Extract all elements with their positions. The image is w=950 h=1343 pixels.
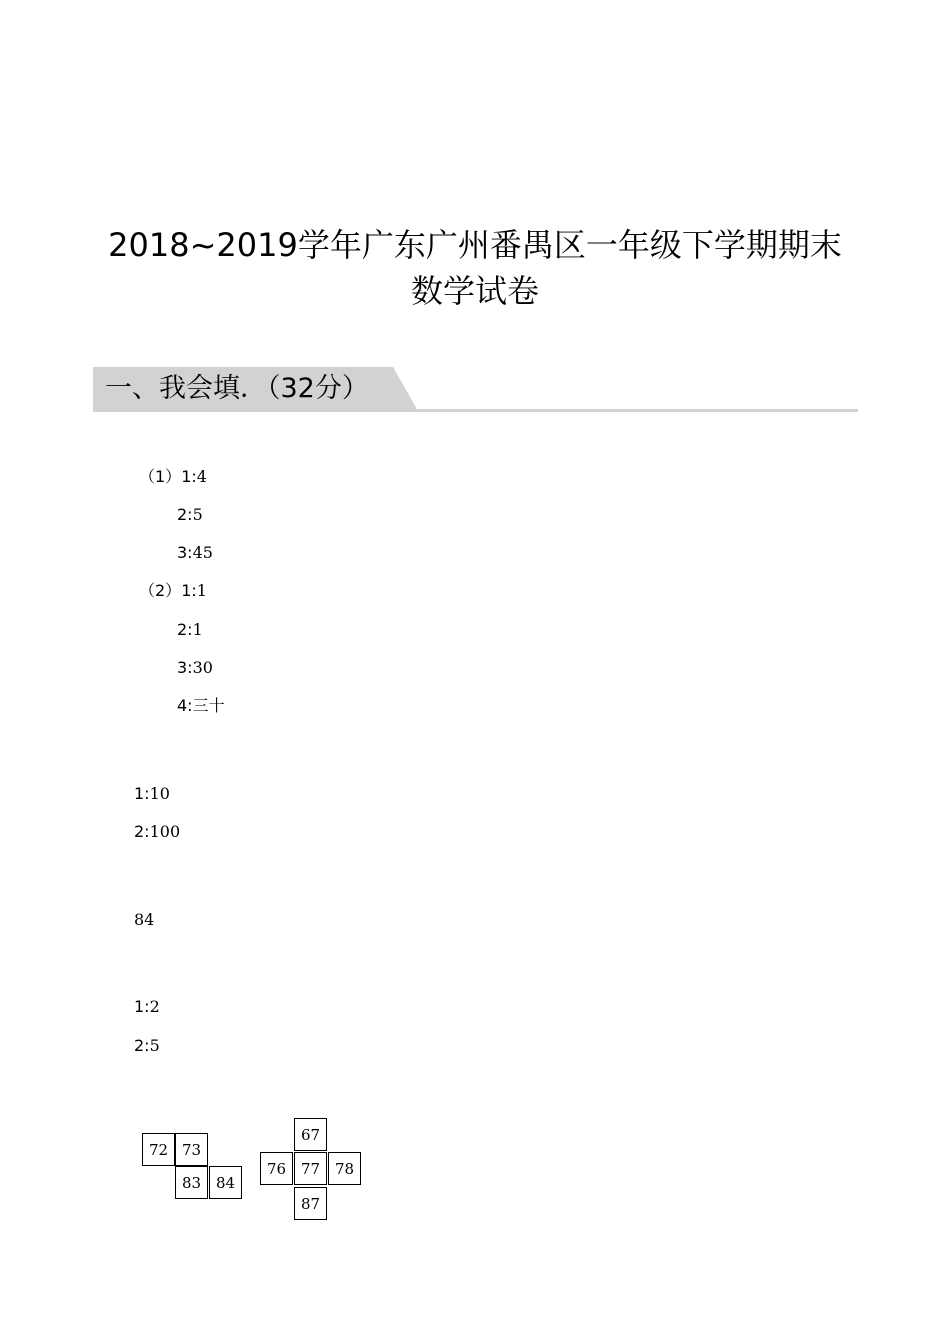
section-header-label: 一、我会填．（32分） [105,373,369,404]
grid-cell: 77 [294,1152,327,1185]
q1-item-label: 1: [181,467,197,486]
grid-cell: 87 [294,1187,327,1220]
q2-item-value: 1 [192,620,203,639]
grid-cell: 67 [294,1118,327,1151]
grid-cell: 78 [328,1152,361,1185]
q5-line-2 [134,1035,160,1057]
q2-item-label: 4: [177,696,193,715]
grid-cell: 72 [142,1133,175,1166]
q1-item-label: 3: [177,543,193,562]
q2-line-2 [177,619,203,641]
q1-item-value: 5 [192,505,203,524]
grid-cell: 76 [260,1152,293,1185]
section-header-underline [93,409,858,412]
page-title [60,222,890,314]
q3-line-1 [134,783,170,805]
q2-line-1 [139,580,207,602]
q3-item-value: 10 [149,784,170,803]
q2-prefix: （2） [139,581,182,600]
q3-item-label: 2: [134,822,150,841]
q1-prefix: （1） [139,467,182,486]
q5-item-label: 1: [134,997,150,1016]
section-header [93,367,858,413]
q2-item-value: 30 [192,658,213,677]
q5-line-1 [134,996,160,1018]
q2-item-label: 2: [177,620,193,639]
q3-item-label: 1: [134,784,150,803]
q5-item-value: 2 [149,997,160,1016]
q4-value: 84 [134,910,155,929]
q1-item-value: 45 [192,543,213,562]
q3-item-value: 100 [149,822,181,841]
q1-line-2 [177,504,203,526]
q2-item-value: 三十 [192,696,225,715]
q1-line-3 [177,542,213,564]
q2-line-3 [177,657,213,679]
q4-line [134,909,154,931]
q5-item-value: 5 [149,1036,160,1055]
q2-line-4 [177,695,225,717]
title-line-2: 数学试卷 [410,272,539,310]
q3-line-2 [134,821,180,843]
grid-cell: 84 [209,1166,242,1199]
title-line-1: 2018~2019学年广东广州番禺区一年级下学期期末 [108,226,842,264]
q5-item-label: 2: [134,1036,150,1055]
q1-item-label: 2: [177,505,193,524]
grid-cell: 73 [175,1133,208,1166]
q1-item-value: 4 [196,467,207,486]
q2-item-label: 3: [177,658,193,677]
q1-line-1 [139,466,207,488]
grid-cell: 83 [175,1166,208,1199]
q2-item-label: 1: [181,581,197,600]
q2-item-value: 1 [196,581,207,600]
